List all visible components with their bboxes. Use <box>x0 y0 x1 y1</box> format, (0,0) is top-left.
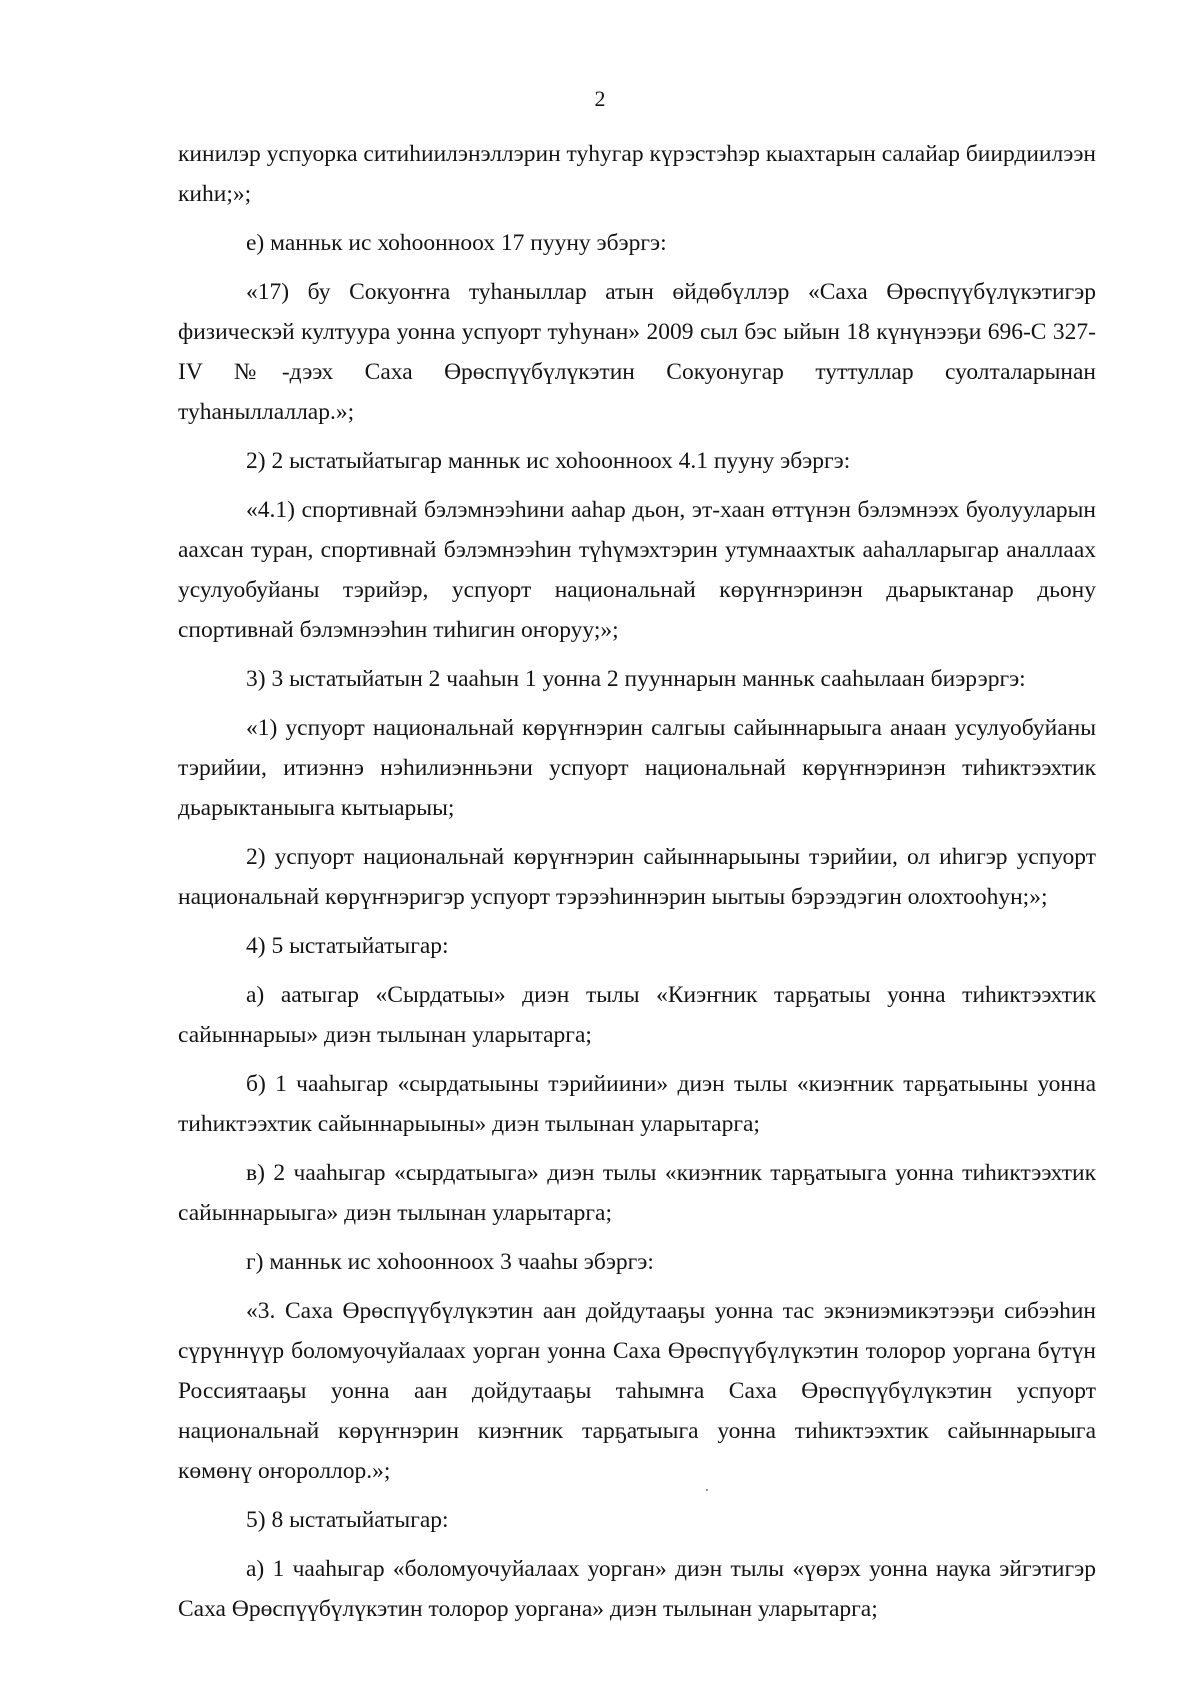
paragraph-9: 4) 5 ыстатыйатыгар: <box>246 933 449 959</box>
paragraph-14: «3. Саха Өрөспүүбүлүкэтин аан дойдутааҕы уонна тас экэниэмикэтээҕи сибээһин сүрүннүүр боломуочуйалаах уорган уонна Саха Өрөспүүбүлүкэтин толорор уоргана бүтүн Россиятааҕы уонна аан дойдутааҕы таһымҥа Саха Өрөспүүбүлүкэтин успуорт национальнай көрүҥнэрин киэҥник тарҕатыыга уонна тиһиктээхтик сайыннарыыга көмөнү оҥороллор.»; <box>178 1298 1096 1484</box>
document-body <box>178 134 1096 1638</box>
paragraph-4: 2) 2 ыстатыйатыгар манньк ис хоһоонноох 4.1 пууну эбэргэ: <box>246 448 851 474</box>
paragraph-15: 5) 8 ыстатыйатыгар: <box>246 1507 449 1533</box>
paragraph-7: «1) успуорт национальнай көрүҥнэрин салгыы сайыннарыыга анаан усулуобуйаны тэрийии, итиэннэ нэһилиэнньэни успуорт национальнай көрүҥнэринэн тиһиктээхтик дьарыктаныыга кытыарыы; <box>178 715 1096 821</box>
paragraph-3: «17) бу Сокуоҥҥа туһаныллар атын өйдөбүллэр «Саха Өрөспүүбүлүкэтигэр физическэй култуура уонна успуорт туһунан» 2009 сыл бэс ыйын 18 күнүнээҕи 696-С 327-IV №-дээх Саха Өрөспүүбүлүкэтин Сокуонугар туттуллар суолталарынан туһаныллаллар.»; <box>178 279 1096 425</box>
scan-speck <box>706 1489 708 1491</box>
paragraph-10: а) аатыгар «Сырдатыы» диэн тылы «Киэҥник тарҕатыы уонна тиһиктээхтик сайыннарыы» диэн тылынан уларытарга; <box>178 982 1096 1048</box>
paragraph-11: б) 1 чааһыгар «сырдатыыны тэрийиини» диэн тылы «киэҥник тарҕатыыны уонна тиһиктээхтик сайыннарыыны» диэн тылынан уларытарга; <box>178 1071 1096 1137</box>
paragraph-12: в) 2 чааһыгар «сырдатыыга» диэн тылы «киэҥник тарҕатыыга уонна тиһиктээхтик сайыннарыыга» диэн тылынан уларытарга; <box>178 1160 1096 1226</box>
paragraph-1: кинилэр успуорка ситиһиилэнэллэрин туһугар күрэстэһэр кыахтарын салайар биирдиилээн киһи;»; <box>178 141 1096 207</box>
paragraph-5: «4.1) спортивнай бэлэмнээһини ааһар дьон, эт-хаан өттүнэн бэлэмнээх буолууларын аахсан туран, спортивнай бэлэмнээһин түһүмэхтэрин утумнаахтык ааһалларыгар аналлаах усулуобуйаны тэрийэр, успуорт национальнай көрүҥнэринэн дьарыктанар дьону спортивнай бэлэмнээһин тиһигин оҥоруу;»; <box>178 497 1096 643</box>
paragraph-8: 2) успуорт национальнай көрүҥнэрин сайыннарыыны тэрийии, ол иһигэр успуорт национальнай көрүҥнэригэр успуорт тэрээһиннэрин ыытыы бэрээдэгин олохтооһун;»; <box>178 844 1096 910</box>
paragraph-6: 3) 3 ыстатыйатын 2 чааһын 1 уонна 2 пууннарын манньк сааһылаан биэрэргэ: <box>246 666 1026 692</box>
paragraph-2: е) манньк ис хоһоонноох 17 пууну эбэргэ: <box>246 230 667 256</box>
page-number: 2 <box>594 86 606 111</box>
paragraph-16: а) 1 чааһыгар «боломуочуйалаах уорган» диэн тылы «үөрэх уонна наука эйгэтигэр Саха Өрөспүүбүлүкэтин толорор уоргана» диэн тылынан уларытарга; <box>178 1556 1096 1622</box>
paragraph-13: г) манньк ис хоһоонноох 3 чааһы эбэргэ: <box>246 1249 654 1275</box>
